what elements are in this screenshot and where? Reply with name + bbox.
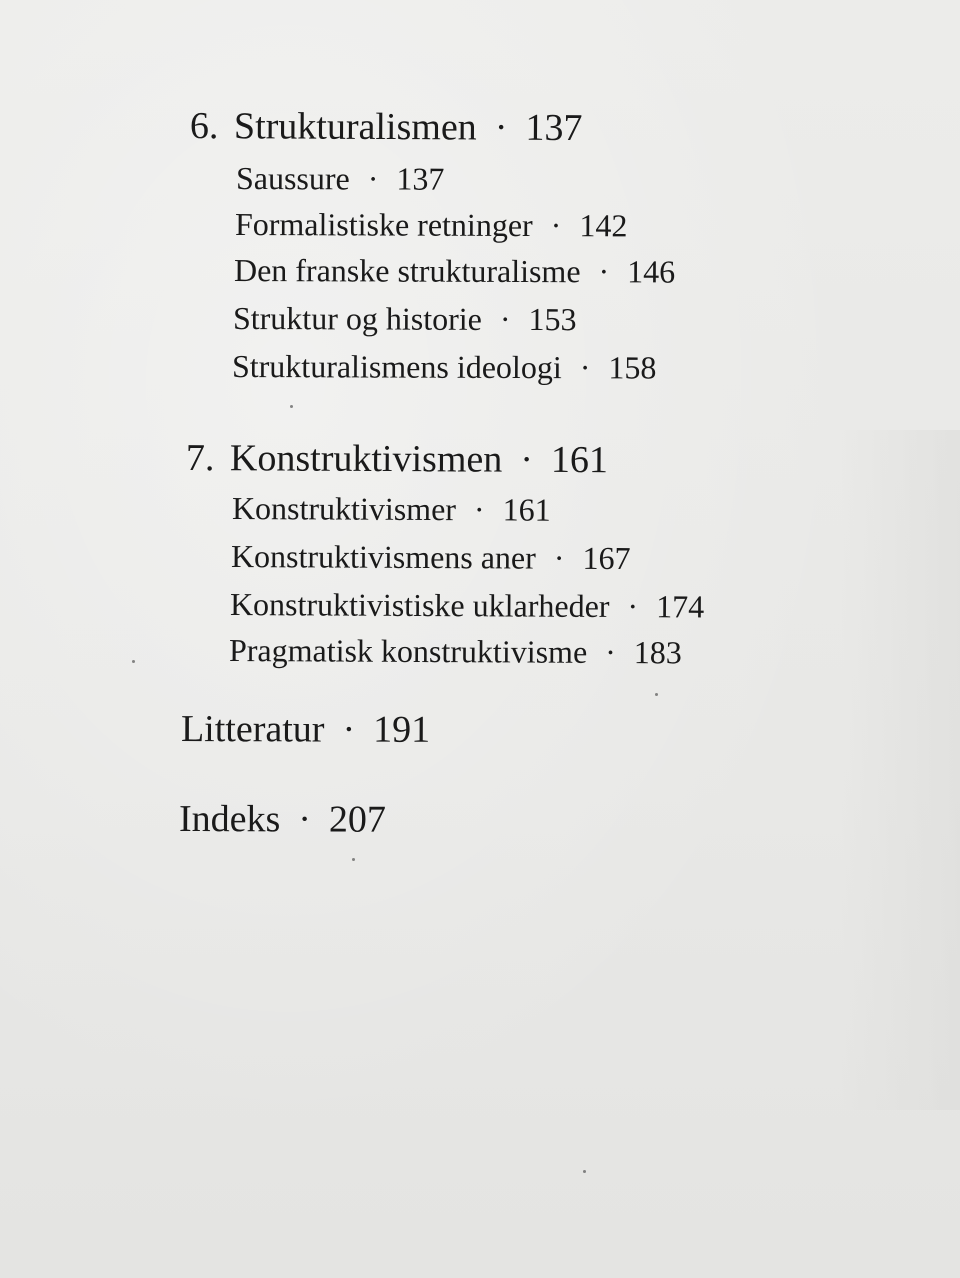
section-page: 142: [579, 207, 628, 244]
back-matter-page: 191: [373, 708, 431, 751]
back-matter-title: Litteratur: [180, 708, 325, 751]
separator-dot: ·: [342, 708, 356, 751]
toc-section: [231, 538, 631, 577]
separator-dot: ·: [553, 539, 565, 576]
toc-section: [234, 252, 675, 291]
section-title: Konstruktivismens aner: [230, 538, 536, 576]
toc-section: [229, 632, 682, 671]
separator-dot: ·: [473, 491, 485, 528]
separator-dot: ·: [598, 253, 610, 290]
toc-chapter-6: [190, 104, 583, 150]
paper-speck: [352, 858, 355, 861]
section-title: Den franske strukturalisme: [233, 252, 581, 290]
section-page: 137: [396, 160, 445, 197]
chapter-number: 7.: [185, 437, 215, 480]
chapter-page: 161: [550, 438, 609, 482]
section-title: Saussure: [235, 160, 350, 197]
toc-section: [235, 206, 628, 244]
separator-dot: ·: [605, 633, 616, 671]
section-page: 161: [502, 491, 551, 528]
chapter-number: 6.: [189, 105, 219, 148]
paper-speck: [132, 660, 135, 663]
separator-dot: ·: [579, 349, 591, 386]
separator-dot: ·: [367, 160, 379, 197]
separator-dot: ·: [494, 106, 508, 149]
section-title: Strukturalismens ideologi: [231, 348, 562, 386]
toc-chapter-7: [186, 436, 608, 482]
section-page: 158: [608, 349, 657, 386]
section-title: Formalistiske retninger: [234, 206, 533, 244]
separator-dot: ·: [499, 300, 511, 337]
section-page: 153: [528, 301, 577, 338]
paper-speck: [583, 1170, 586, 1173]
toc-section: [232, 490, 551, 529]
toc-section: [232, 348, 657, 386]
toc-back-matter-litteratur: [181, 707, 430, 752]
section-title: Konstruktivistiske uklarheder: [229, 586, 610, 624]
toc-section: [236, 160, 445, 198]
section-title: Pragmatisk konstruktivisme: [228, 632, 588, 670]
section-page: 167: [582, 539, 631, 577]
chapter-title: Strukturalismen: [233, 105, 477, 149]
separator-dot: ·: [550, 207, 562, 244]
separator-dot: ·: [520, 438, 534, 481]
section-page: 183: [633, 634, 682, 671]
section-title: Konstruktivismer: [231, 490, 457, 528]
back-matter-title: Indeks: [178, 798, 281, 841]
separator-dot: ·: [627, 588, 639, 625]
chapter-page: 137: [525, 106, 583, 150]
chapter-title: Konstruktivismen: [229, 437, 503, 481]
paper-speck: [290, 405, 293, 408]
toc-back-matter-indeks: [179, 797, 386, 842]
toc-section: [233, 300, 577, 338]
section-title: Struktur og historie: [232, 300, 482, 337]
section-page: 146: [627, 253, 676, 290]
paper-speck: [655, 693, 658, 696]
back-matter-page: 207: [328, 798, 387, 841]
show-through-shadow: [840, 430, 960, 1110]
section-page: 174: [656, 588, 705, 625]
separator-dot: ·: [298, 798, 312, 841]
toc-section: [230, 586, 704, 625]
